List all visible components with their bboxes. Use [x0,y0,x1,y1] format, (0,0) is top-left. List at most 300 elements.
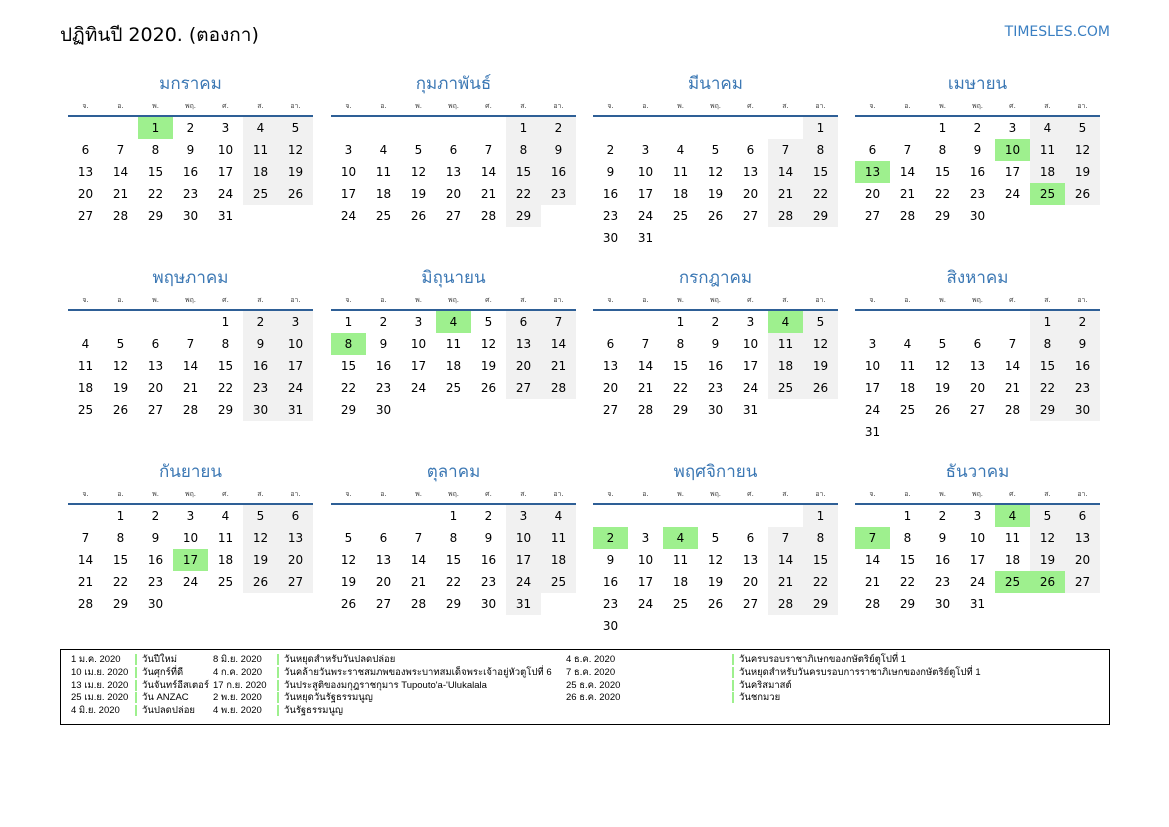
day-cell: 13 [1065,527,1100,549]
day-cell: 23 [480,575,497,589]
weekday-label: พ. [415,490,422,498]
weekday-label: จ. [345,490,352,498]
site-link[interactable]: TIMESLES.COM [1004,24,1110,40]
legend-date: 4 ก.ค. 2020 [213,666,263,678]
day-cell: 14 [1004,359,1021,373]
month-name: กันยายน [158,462,222,482]
day-cell: 2 [973,121,982,135]
day-cell: 8 [1030,333,1065,355]
day-cell: 2 [186,121,195,135]
holiday-day-cell: 25 [995,571,1030,593]
legend-row [566,667,981,680]
day-cell: 11 [672,165,689,179]
weekday-label: อ. [380,296,387,304]
empty-cell [995,311,1030,333]
day-cell: 5 [344,531,353,545]
day-cell: 30 [1065,399,1100,421]
holiday-day-cell: 7 [855,527,890,549]
weekday-header [331,293,576,311]
weekday-label: อา. [1077,296,1088,304]
weekday-label: พฤ. [971,296,984,304]
empty-cell [663,117,698,139]
day-cell: 8 [903,531,912,545]
empty-cell [331,505,366,527]
day-cell: 2 [1065,311,1100,333]
day-cell: 19 [1030,549,1065,571]
legend-row [213,692,552,705]
day-cell: 5 [803,311,838,333]
weekday-label: อา. [553,296,564,304]
day-grid [593,505,838,637]
day-cell: 17 [637,187,654,201]
day-cell: 8 [449,531,458,545]
day-cell: 8 [676,337,685,351]
holiday-day-cell: 13 [855,161,890,183]
day-cell: 26 [112,403,129,417]
legend-date: 10 เม.ย. 2020 [71,666,129,678]
month-block [331,458,576,615]
empty-cell [663,505,698,527]
empty-cell [436,117,471,139]
legend-holiday-name: วันประสูติของมกุฎราชกุมาร Tupouto'a-'Ulukalala [277,680,487,691]
weekday-label: อ. [117,490,124,498]
day-cell: 12 [112,359,129,373]
day-cell: 9 [243,333,278,355]
day-cell: 4 [221,509,230,523]
month-block [593,264,838,421]
day-cell: 18 [1004,553,1021,567]
day-cell: 27 [77,209,94,223]
weekday-header [331,487,576,505]
day-cell: 25 [672,209,689,223]
day-cell: 29 [112,597,129,611]
day-cell: 22 [217,381,234,395]
day-cell: 9 [711,337,720,351]
weekday-label: ศ. [747,102,754,110]
weekday-label: ศ. [222,102,229,110]
day-cell: 27 [742,597,759,611]
weekday-label: พฤ. [184,490,197,498]
day-cell: 19 [243,549,278,571]
day-cell: 29 [217,403,234,417]
day-cell: 11 [77,359,94,373]
empty-cell [593,117,628,139]
day-cell: 12 [803,333,838,355]
day-cell: 8 [938,143,947,157]
day-cell: 2 [711,315,720,329]
empty-cell [401,117,436,139]
day-cell: 31 [969,597,986,611]
legend-row [566,680,981,693]
day-cell: 6 [1065,505,1100,527]
weekday-label: พฤ. [447,296,460,304]
day-cell: 29 [672,403,689,417]
day-cell: 17 [742,359,759,373]
day-cell: 9 [938,531,947,545]
day-cell: 23 [1065,377,1100,399]
month-block [593,70,838,249]
day-cell: 17 [1004,165,1021,179]
holiday-day-cell: 2 [593,527,628,549]
day-cell: 12 [340,553,357,567]
day-cell: 21 [864,575,881,589]
day-cell: 3 [506,505,541,527]
day-cell: 7 [641,337,650,351]
day-cell: 27 [506,377,541,399]
day-cell: 5 [711,143,720,157]
day-cell: 8 [221,337,230,351]
legend-column [213,654,552,718]
day-cell: 4 [903,337,912,351]
empty-cell [628,117,663,139]
day-cell: 17 [410,359,427,373]
legend-holiday-name: วันคริสมาสต์ [732,680,792,691]
weekday-label: อ. [642,296,649,304]
weekday-label: อ. [642,490,649,498]
day-cell: 20 [1065,549,1100,571]
day-cell: 21 [768,571,803,593]
day-cell: 3 [344,143,353,157]
day-cell: 29 [340,403,357,417]
legend-holiday-name: วันปลดปล่อย [135,705,195,716]
holiday-legend [60,649,1110,725]
day-cell: 21 [1004,381,1021,395]
holiday-day-cell: 8 [331,333,366,355]
legend-date: 4 ธ.ค. 2020 [566,654,616,665]
holiday-day-cell: 4 [663,527,698,549]
day-cell: 21 [899,187,916,201]
day-cell: 3 [1008,121,1017,135]
day-cell: 29 [899,597,916,611]
day-cell: 30 [480,597,497,611]
day-cell: 18 [375,187,392,201]
day-cell: 27 [602,403,619,417]
day-cell: 24 [340,209,357,223]
weekday-label: ศ. [1009,296,1016,304]
day-cell: 8 [151,143,160,157]
weekday-label: ศ. [222,296,229,304]
month-name: ธันวาคม [945,462,1010,482]
weekday-label: พ. [677,490,684,498]
day-cell: 31 [742,403,759,417]
month-block [855,70,1100,227]
day-grid [68,311,313,421]
day-cell: 22 [672,381,689,395]
day-cell: 28 [541,377,576,399]
day-cell: 1 [506,117,541,139]
day-cell: 14 [768,549,803,571]
day-cell: 23 [602,597,619,611]
weekday-label: อ. [904,102,911,110]
weekday-label: พ. [152,490,159,498]
day-cell: 25 [243,183,278,205]
day-cell: 28 [899,209,916,223]
day-grid [331,311,576,421]
empty-cell [471,117,506,139]
day-cell: 24 [217,187,234,201]
day-cell: 17 [278,355,313,377]
weekday-label: พ. [939,490,946,498]
day-cell: 13 [742,165,759,179]
weekday-label: จ. [82,296,89,304]
weekday-label: ส. [520,296,527,304]
empty-cell [698,505,733,527]
weekday-label: พ. [677,296,684,304]
day-cell: 16 [934,553,951,567]
legend-row [566,692,981,705]
day-cell: 3 [186,509,195,523]
day-cell: 11 [899,359,916,373]
weekday-header [855,487,1100,505]
weekday-label: ศ. [1009,490,1016,498]
day-cell: 29 [506,205,541,227]
legend-row [213,705,552,718]
weekday-label: อ. [117,102,124,110]
empty-cell [855,505,890,527]
day-cell: 26 [803,377,838,399]
weekday-label: พ. [415,296,422,304]
weekday-header [855,99,1100,117]
month-name: สิงหาคม [946,268,1009,288]
day-cell: 4 [676,143,685,157]
holiday-day-cell: 17 [173,549,208,571]
day-cell: 24 [864,403,881,417]
legend-holiday-name: วันหยุดวันรัฐธรรมนูญ [277,692,373,703]
day-cell: 14 [637,359,654,373]
day-cell: 11 [1030,139,1065,161]
day-cell: 3 [746,315,755,329]
day-cell: 12 [1030,527,1065,549]
holiday-day-cell: 4 [995,505,1030,527]
weekday-label: ส. [257,296,264,304]
day-cell: 9 [1065,333,1100,355]
day-cell: 24 [637,209,654,223]
day-cell: 21 [112,187,129,201]
day-cell: 31 [864,425,881,439]
day-cell: 25 [445,381,462,395]
weekday-label: อา. [815,102,826,110]
day-cell: 17 [864,381,881,395]
day-cell: 29 [803,205,838,227]
day-cell: 29 [803,593,838,615]
empty-cell [138,311,173,333]
day-cell: 30 [934,597,951,611]
legend-row [71,654,209,667]
day-cell: 14 [899,165,916,179]
day-cell: 25 [375,209,392,223]
day-cell: 20 [278,549,313,571]
day-cell: 18 [541,549,576,571]
day-cell: 26 [934,403,951,417]
empty-cell [733,117,768,139]
month-name: มีนาคม [688,74,743,94]
day-cell: 27 [445,209,462,223]
day-cell: 26 [278,183,313,205]
legend-holiday-name: วันจันทร์อีสเตอร์ [135,680,209,691]
empty-cell [401,505,436,527]
day-cell: 10 [742,337,759,351]
empty-cell [628,311,663,333]
day-cell: 13 [278,527,313,549]
day-cell: 24 [1004,187,1021,201]
day-cell: 19 [1065,161,1100,183]
day-cell: 1 [116,509,125,523]
weekday-label: ส. [1044,102,1051,110]
legend-holiday-name: วัน ANZAC [135,692,189,703]
legend-column [71,654,209,718]
day-cell: 24 [410,381,427,395]
day-cell: 30 [147,597,164,611]
day-cell: 19 [112,381,129,395]
day-cell: 21 [410,575,427,589]
day-cell: 20 [77,187,94,201]
day-cell: 19 [803,355,838,377]
day-cell: 12 [707,553,724,567]
legend-date: 4 พ.ย. 2020 [213,705,262,717]
weekday-label: จ. [345,296,352,304]
day-cell: 21 [182,381,199,395]
day-cell: 13 [742,553,759,567]
day-cell: 27 [1065,571,1100,593]
day-cell: 18 [672,187,689,201]
month-block [855,264,1100,443]
day-cell: 5 [116,337,125,351]
day-cell: 10 [864,359,881,373]
day-cell: 26 [480,381,497,395]
day-cell: 3 [641,143,650,157]
weekday-label: พฤ. [184,102,197,110]
day-cell: 22 [934,187,951,201]
day-cell: 14 [112,165,129,179]
legend-row [213,654,552,667]
day-cell: 1 [938,121,947,135]
day-cell: 6 [278,505,313,527]
weekday-label: อ. [904,296,911,304]
weekday-label: อา. [815,490,826,498]
day-cell: 12 [278,139,313,161]
day-cell: 11 [243,139,278,161]
day-cell: 16 [969,165,986,179]
weekday-label: อา. [290,490,301,498]
day-cell: 16 [602,187,619,201]
day-cell: 30 [602,619,619,633]
day-cell: 7 [768,527,803,549]
day-cell: 2 [243,311,278,333]
month-name: พฤษภาคม [152,268,229,288]
day-cell: 1 [803,117,838,139]
day-cell: 20 [742,575,759,589]
day-cell: 5 [243,505,278,527]
day-cell: 12 [934,359,951,373]
day-cell: 26 [340,597,357,611]
day-cell: 28 [768,593,803,615]
day-cell: 16 [602,575,619,589]
day-cell: 21 [768,183,803,205]
legend-date: 17 ก.ย. 2020 [213,679,267,691]
day-cell: 6 [506,311,541,333]
day-cell: 5 [484,315,493,329]
legend-row [566,654,981,667]
day-cell: 28 [637,403,654,417]
day-cell: 16 [707,359,724,373]
weekday-label: พ. [677,102,684,110]
empty-cell [103,117,138,139]
legend-holiday-name: วันหยุดสำหรับวันครบรอบการราชาภิเษกของกษัตริย์ตูโปที่ 1 [732,667,981,678]
weekday-label: จ. [82,102,89,110]
day-cell: 7 [484,143,493,157]
day-grid [331,505,576,615]
day-grid [593,117,838,249]
day-cell: 17 [217,165,234,179]
legend-date: 2 พ.ย. 2020 [213,692,262,704]
day-cell: 10 [637,553,654,567]
weekday-label: ส. [1044,490,1051,498]
day-cell: 3 [973,509,982,523]
day-cell: 9 [973,143,982,157]
day-cell: 24 [506,571,541,593]
day-cell: 13 [445,165,462,179]
weekday-label: ส. [257,490,264,498]
day-cell: 15 [803,549,838,571]
day-cell: 14 [541,333,576,355]
day-cell: 28 [768,205,803,227]
day-cell: 23 [969,187,986,201]
day-grid [68,117,313,227]
day-cell: 24 [969,575,986,589]
month-block [331,70,576,227]
day-cell: 16 [147,553,164,567]
day-cell: 26 [243,571,278,593]
day-cell: 15 [803,161,838,183]
legend-row [71,692,209,705]
day-cell: 2 [484,509,493,523]
day-cell: 9 [606,165,615,179]
day-cell: 6 [449,143,458,157]
day-cell: 18 [899,381,916,395]
empty-cell [173,311,208,333]
day-cell: 17 [506,549,541,571]
day-cell: 4 [379,143,388,157]
day-cell: 22 [445,575,462,589]
day-cell: 15 [445,553,462,567]
legend-holiday-name: วันชกมวย [732,692,780,703]
empty-cell [890,117,925,139]
day-cell: 28 [182,403,199,417]
weekday-header [68,293,313,311]
day-cell: 23 [243,377,278,399]
day-cell: 6 [81,143,90,157]
weekday-header [593,487,838,505]
day-cell: 21 [637,381,654,395]
day-grid [855,311,1100,443]
weekday-label: อา. [1077,490,1088,498]
day-cell: 30 [182,209,199,223]
day-cell: 14 [77,553,94,567]
day-cell: 29 [1030,399,1065,421]
day-grid [68,505,313,615]
day-cell: 9 [379,337,388,351]
day-cell: 10 [340,165,357,179]
weekday-label: ศ. [747,296,754,304]
empty-cell [68,117,103,139]
day-cell: 23 [934,575,951,589]
day-cell: 17 [637,575,654,589]
day-cell: 23 [602,209,619,223]
day-cell: 23 [182,187,199,201]
day-cell: 3 [868,337,877,351]
day-cell: 4 [81,337,90,351]
day-cell: 7 [414,531,423,545]
